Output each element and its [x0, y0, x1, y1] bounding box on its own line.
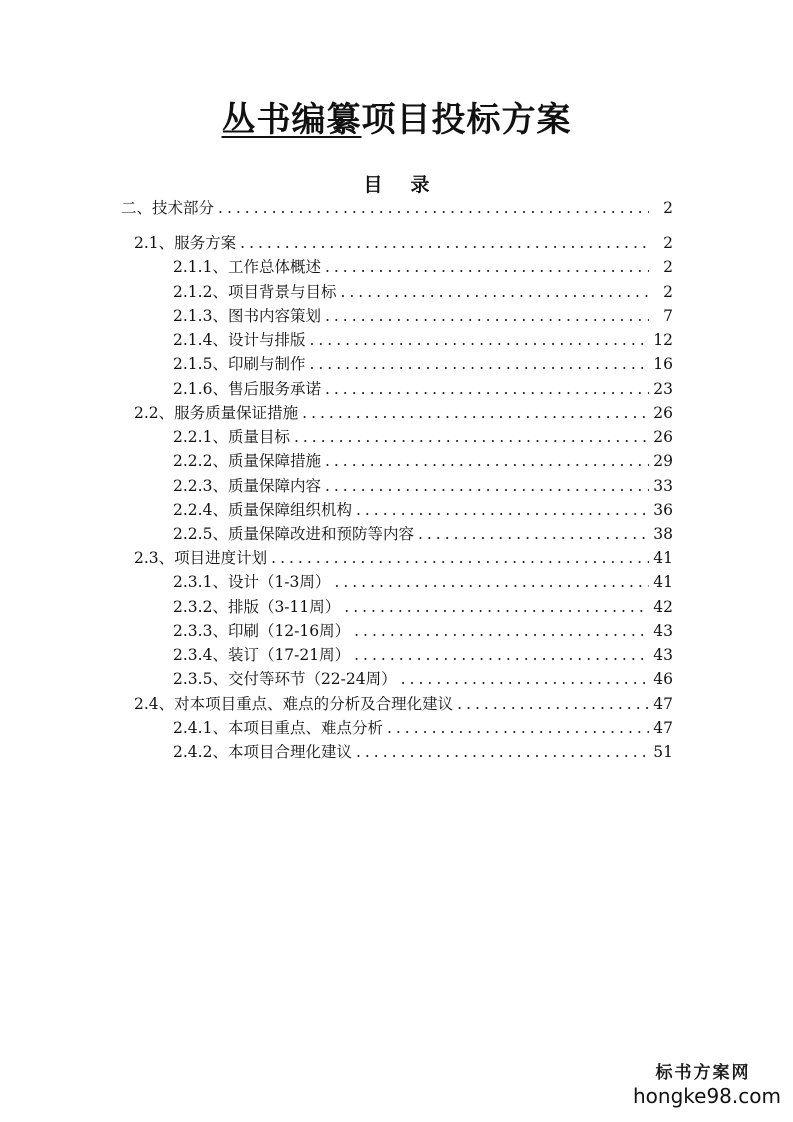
toc-entry-label: 2.3.2、排版（3-11周） — [173, 598, 341, 616]
toc-entry-2-4-2[interactable] — [173, 740, 673, 764]
toc-page-number: 43 — [653, 622, 673, 640]
toc-entry-label: 二、技术部分 — [121, 199, 215, 217]
watermark-brand-name: 标书方案网 — [655, 1063, 751, 1083]
toc-page-number: 47 — [653, 695, 673, 713]
toc-leader — [271, 546, 649, 570]
toc-entry-label: 2.3.4、装订（17-21周） — [173, 646, 351, 664]
toc-entry-label: 2.2.3、质量保障内容 — [173, 477, 321, 495]
toc-entry-2-2-2[interactable] — [173, 449, 673, 473]
watermark-url: hongke98.com — [633, 1084, 781, 1108]
toc-leader — [294, 425, 649, 449]
toc-leader — [334, 570, 649, 594]
toc-entry-2-2-3[interactable] — [173, 474, 673, 498]
toc-entry-label: 2.1.5、印刷与制作 — [173, 355, 306, 373]
toc-entry-2-3-3[interactable] — [173, 619, 673, 643]
toc-page-number: 36 — [653, 501, 673, 519]
toc-page-number: 16 — [653, 355, 673, 373]
toc-page-number: 26 — [653, 428, 673, 446]
toc-entry-label: 2.3.5、交付等环节（22-24周） — [173, 670, 397, 688]
toc-entry-label: 2.2.2、质量保障措施 — [173, 452, 321, 470]
toc-leader — [218, 196, 649, 220]
toc-entry-2-3-4[interactable] — [173, 643, 673, 667]
watermark-logo — [633, 1062, 781, 1108]
toc-page-number: 47 — [653, 719, 673, 737]
toc-entry-2-3-5[interactable] — [173, 667, 673, 691]
toc-leader — [309, 352, 649, 376]
toc-leader — [457, 692, 649, 716]
toc-leader — [325, 474, 649, 498]
toc-page-number: 29 — [653, 452, 673, 470]
toc-entry-2-1-1[interactable] — [173, 255, 673, 279]
toc-entry-2-4-1[interactable] — [173, 716, 673, 740]
toc-leader — [356, 740, 649, 764]
toc-leader — [302, 401, 649, 425]
toc-leader — [344, 595, 649, 619]
toc-page-number: 23 — [653, 380, 673, 398]
toc-entry-2-1-5[interactable] — [173, 352, 673, 376]
toc-leader — [340, 280, 649, 304]
toc-entry-label: 2.2.1、质量目标 — [173, 428, 290, 446]
toc-leader — [354, 619, 649, 643]
toc-page-number: 43 — [653, 646, 673, 664]
toc-entry-2-2-5[interactable] — [173, 522, 673, 546]
toc-leader — [356, 498, 649, 522]
toc-leader — [325, 377, 649, 401]
toc-entry-2-2[interactable] — [134, 401, 673, 425]
toc-leader — [418, 522, 649, 546]
toc-leader — [325, 449, 649, 473]
toc-page-number: 41 — [653, 549, 673, 567]
toc-entry-label: 2.1.6、售后服务承诺 — [173, 380, 321, 398]
toc-entry-2-1-3[interactable] — [173, 304, 673, 328]
toc-entry-label: 2.1.4、设计与排版 — [173, 331, 306, 349]
toc-page-number: 41 — [653, 573, 673, 591]
toc-entry-2-3-1[interactable] — [173, 570, 673, 594]
toc-entry-2-1-2[interactable] — [173, 280, 673, 304]
toc-entry-2-3-2[interactable] — [173, 595, 673, 619]
toc-entry-label: 2.1.2、项目背景与目标 — [173, 283, 337, 301]
toc-entry-label: 2.3、项目进度计划 — [134, 549, 268, 567]
toc-entry-label: 2.4.1、本项目重点、难点分析 — [173, 719, 383, 737]
toc-entry-label: 2.3.1、设计（1-3周） — [173, 573, 331, 591]
toc-leader — [387, 716, 649, 740]
page-title — [0, 98, 793, 142]
toc-entry-label: 2.2.4、质量保障组织机构 — [173, 501, 352, 519]
toc-entry-label: 2.1.3、图书内容策划 — [173, 307, 321, 325]
toc-leader — [354, 643, 649, 667]
toc-page-number: 12 — [653, 331, 673, 349]
toc-entry-2-1-4[interactable] — [173, 328, 673, 352]
toc-entry-label: 2.4.2、本项目合理化建议 — [173, 743, 352, 761]
toc-entry-2-1-6[interactable] — [173, 377, 673, 401]
toc-entry-label: 2.2.5、质量保障改进和预防等内容 — [173, 525, 414, 543]
toc-page-number: 2 — [663, 234, 673, 252]
toc-entry-2-2-4[interactable] — [173, 498, 673, 522]
toc-heading: 目录 — [363, 174, 458, 196]
page-title-rest: 项目投标方案 — [361, 100, 572, 140]
page-title-underlined: 丛书编纂 — [221, 100, 362, 140]
toc-entry-2-3[interactable] — [134, 546, 673, 570]
toc-page-number: 46 — [653, 670, 673, 688]
toc-leader — [325, 304, 649, 328]
toc-leader — [401, 667, 649, 691]
toc-page-number: 33 — [653, 477, 673, 495]
toc-page-number: 42 — [653, 598, 673, 616]
toc-leader — [325, 255, 649, 279]
toc-leader — [309, 328, 649, 352]
toc-entry-2-2-1[interactable] — [173, 425, 673, 449]
toc-page-number: 2 — [663, 258, 673, 276]
toc-page-number: 7 — [663, 307, 673, 325]
toc-entry-2-4[interactable] — [134, 692, 673, 716]
toc-page-number: 2 — [663, 283, 673, 301]
toc-page-number: 51 — [653, 743, 673, 761]
toc-entry-label: 2.1.1、工作总体概述 — [173, 258, 321, 276]
toc-entry-label: 2.2、服务质量保证措施 — [134, 404, 299, 422]
toc-page-number: 2 — [663, 199, 673, 217]
toc-entry-label: 2.4、对本项目重点、难点的分析及合理化建议 — [134, 695, 454, 713]
toc-page-number: 38 — [653, 525, 673, 543]
toc-entry-2-1[interactable] — [134, 231, 673, 255]
toc-page-number: 26 — [653, 404, 673, 422]
toc-entry-label: 2.3.3、印刷（12-16周） — [173, 622, 351, 640]
toc-entry-label: 2.1、服务方案 — [134, 234, 237, 252]
toc-leader — [240, 231, 649, 255]
toc-entry-technical-part[interactable] — [121, 196, 673, 220]
